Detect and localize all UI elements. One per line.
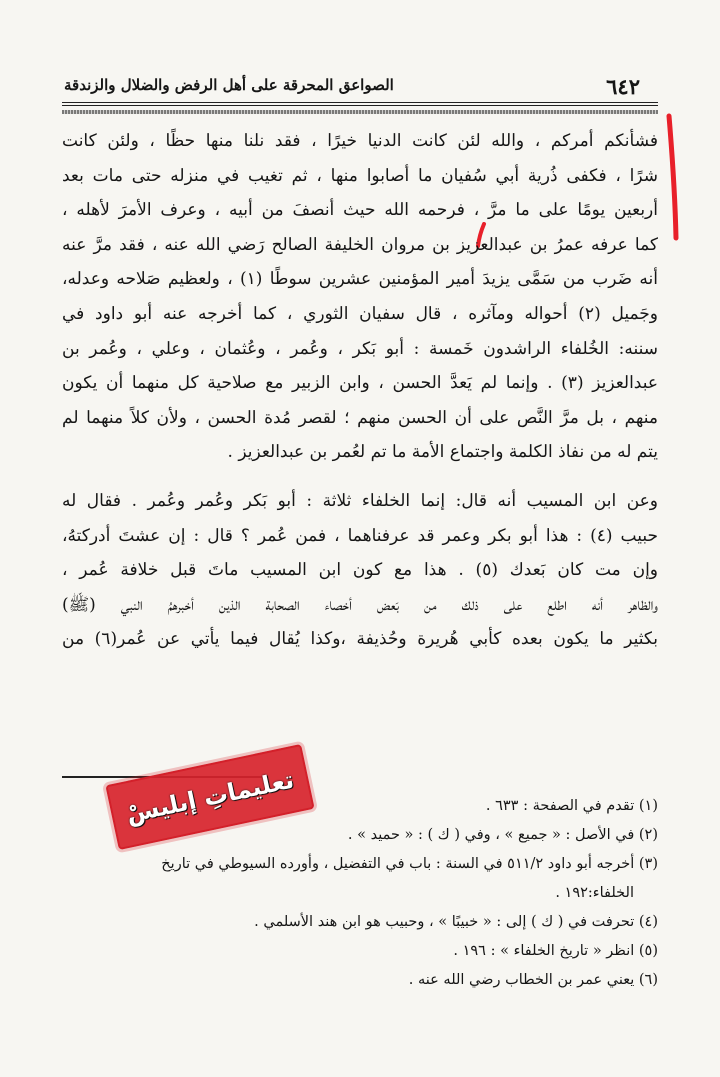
text-line: أربعين يومًا على ما مرَّ ، فرحمه الله حيث أنصفَ من أبيه ، وعرف الأمرَ لأهله ،: [62, 200, 658, 221]
stamp-text: تعليماتِ إبليسْ: [123, 765, 297, 829]
header-rule-pattern: [62, 110, 658, 114]
text-line: كما عرفه عمرُ بن عبدالعزيز بن مروان الخليفة الصالح رَضي الله عنه ، فقد مرَّ عنه: [62, 234, 658, 255]
page-header: [58, 70, 658, 104]
text-line: بكثير ما يكون بعده كأبي هُريرة وحُذيفة ،وكذا يُقال فيما يأتي عن عُمر(٦) من: [62, 629, 658, 650]
text-line: فشأنكم أمركم ، والله لئن كانت الدنيا خيرًا ، فقد نلنا منها حظًا ، ولئن كانت: [62, 131, 658, 151]
text-line: وجَميل (٢) أحواله ومآثره ، قال سفيان الثوري ، كما أخرجه عنه أبو داود في: [62, 303, 658, 324]
page-number: ٦٤٢: [606, 74, 640, 99]
footnote: (٣) أخرجه أبو داود ٥١١/٢ في السنة : باب في التفضيل ، وأورده السيوطي في تاريخ: [161, 856, 658, 872]
running-title: الصواعق المحرقة على أهل الرفض والضلال والزندقة: [64, 76, 394, 94]
text-line: عبدالعزيز (٣) . وإنما لم يَعدَّ الحسن ، وابن الزبير مع صلاحية كل منهما أن يكون: [62, 373, 659, 394]
text-line: منهم ، بل مرَّ النَّص على أن الحسن منهم ؛ لقصر مُدة الحسن ، ولأن كلاً منهما لم: [62, 407, 658, 428]
text-line: شرًا ، فكفى ذُرية أبي سُفيان ما أصابوا منها ، ثم تغيب في منزله حتى مات بعد: [62, 165, 658, 186]
header-rule: [62, 102, 658, 106]
footnote-continuation: الخلفاء:١٩٢ .: [555, 885, 634, 901]
text-line: وإن مت كان بَعدك (٥) . هذا مع كون ابن المسيب ماتَ قبل خلافة عُمر ،: [62, 560, 659, 581]
text-line: أنه ضَرب من سَمَّى يزيدَ أمير المؤمنين عشرين سوطًا (١) ، ولعظيم صَلاحه وعدله،: [62, 269, 658, 290]
text-line: يتم له من نفاذ الكلمة واجتماع الأمة ما تم لعُمر بن عبدالعزيز .: [227, 442, 658, 463]
paragraph-gap: [62, 470, 658, 484]
text-line: حبيب (٤) : هذا أبو بكر وعمر قد عرفناهما ، فمن عُمر ؟ قال : إن عشتَ أدركتهُ،: [62, 525, 659, 546]
red-pen-mark: [666, 112, 680, 242]
text-line: والظاهر أنه اطلع على ذلك من بَعض أخصاء الصحابة الذين أخبرهمُ النبي (ﷺ): [62, 594, 658, 615]
footnote: (٤) تحرفت في ( ك ) إلى : « خبيبًا » ، وحبيب هو ابن هند الأسلمي .: [254, 914, 658, 930]
text-line: وعن ابن المسيب أنه قال: إنما الخلفاء ثلاثة : أبو بَكر وعُمر وعُمر . فقال له: [62, 490, 658, 511]
footnote: (٥) انظر « تاريخ الخلفاء » : ١٩٦ .: [453, 943, 658, 959]
footnote: (٦) يعني عمر بن الخطاب رضي الله عنه .: [408, 972, 658, 988]
footnote: (١) تقدم في الصفحة : ٦٣٣ .: [485, 798, 658, 814]
footnote: (٢) في الأصل : « جميع » ، وفي ( ك ) : « حميد » .: [347, 827, 658, 843]
text-line: سننه: الخُلفاء الراشدون خَمسة : أبو بَكر ، وعُمر ، وعُثمان ، وعلي ، وعُمر بن: [62, 338, 658, 359]
main-text: [62, 124, 658, 657]
